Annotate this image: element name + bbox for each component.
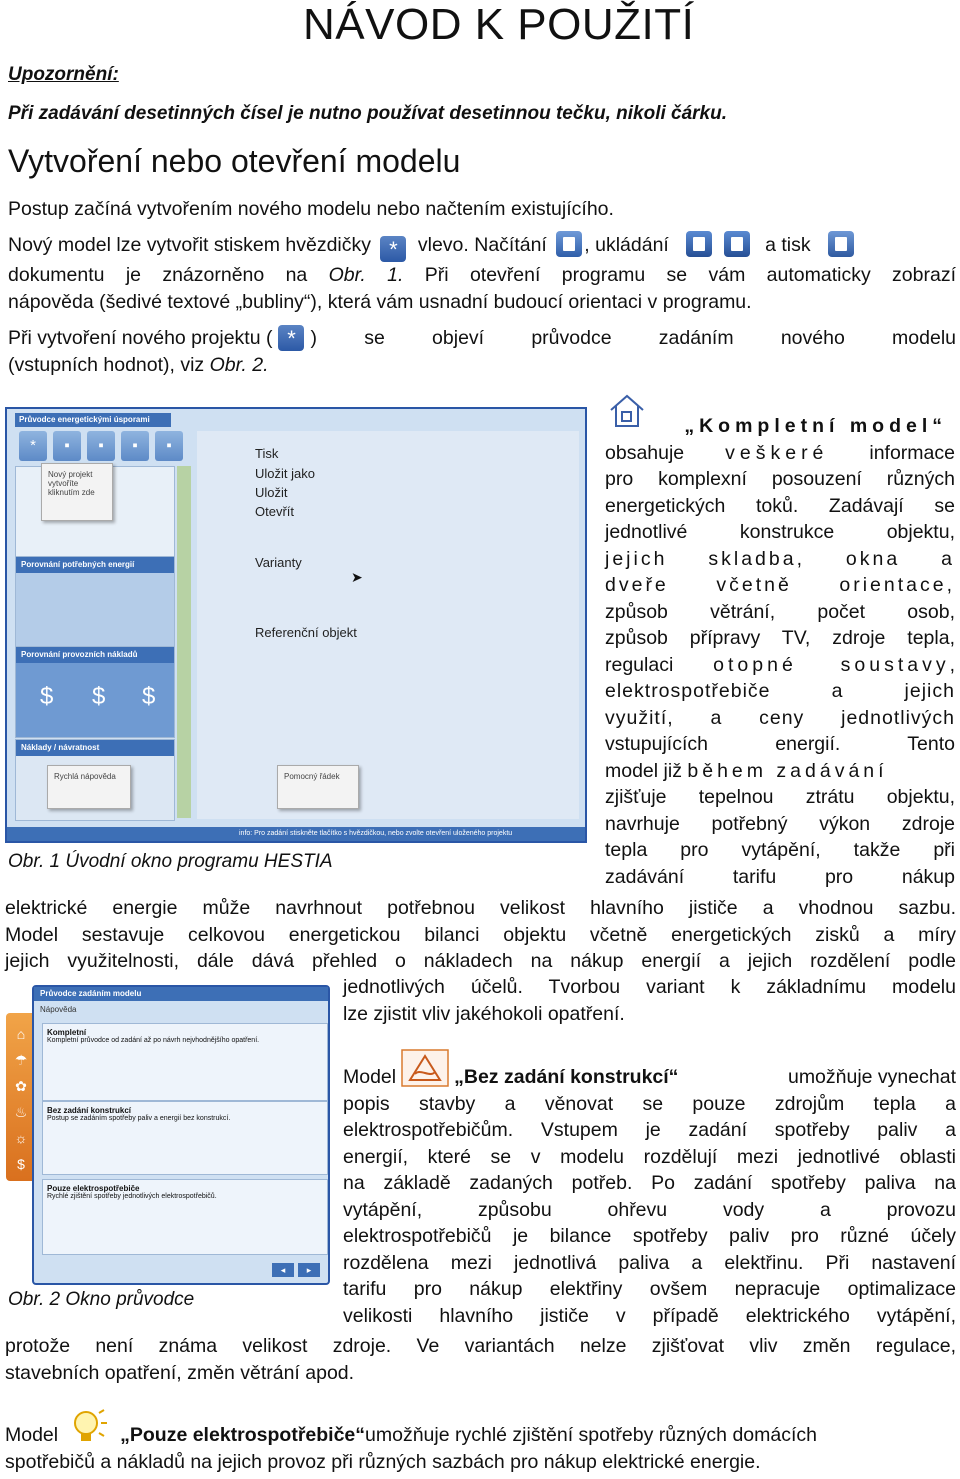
- complete-full-line: jejich využitelnosti, dále dává přehled o nákladech na nákup energií a jejich rozdělení podle: [5, 950, 956, 972]
- fig2-ref: Obr. 2.: [209, 353, 269, 376]
- back-button[interactable]: ◂: [272, 1263, 294, 1277]
- print-icon[interactable]: ▪: [155, 431, 183, 461]
- no-constructions-line: na základě zadaných potřeb. Po zadání spotřeby paliva na: [343, 1172, 956, 1194]
- no-constructions-full-line: protože není známa velikost zdroje. Ve variantách nelze zjišťovat vliv změn regulace,: [5, 1335, 956, 1357]
- p2-text-d: a tisk: [765, 234, 811, 256]
- p2-text-b: vlevo. Načítání: [417, 234, 547, 256]
- no-constructions-text: [343, 1064, 956, 1329]
- dollar-icon: $: [40, 683, 54, 710]
- wizard-title: Průvodce zadáním modelu: [34, 987, 328, 1001]
- wizard-step-icons: ⌂ ☂ ✿ ♨ ☼ $: [14, 1026, 28, 1172]
- complete-line: otopné soustavy: [713, 653, 950, 676]
- section-heading: Vytvoření nebo otevření modelu: [8, 143, 461, 179]
- no-constructions-line: elektrospotřebičům. Vstupem je zadání spotřeby paliv a: [343, 1119, 956, 1141]
- no-constructions-line: energií, které se v modelu rozdělují mezi jednotlivé oblasti: [343, 1145, 956, 1168]
- no-constructions-line: popis stavby a věnovat se pouze zdrojům tepla a: [343, 1092, 956, 1115]
- warning-label: Upozornění:: [8, 64, 119, 85]
- help-bubble-quick: Rychlá nápověda: [47, 765, 131, 809]
- intro-paragraph: Postup začíná vytvořením nového modelu nebo načtením existujícího.: [8, 198, 614, 220]
- complete-model-heading: „Kompletní model“: [684, 415, 947, 437]
- complete-model-continued: [5, 895, 956, 975]
- help-bubble-row: Pomocný řádek: [277, 765, 359, 809]
- p3-text-a: Při vytvoření nového projektu (: [8, 327, 273, 349]
- complete-line: způsob přípravy TV, zdroje tepla,: [605, 627, 955, 649]
- dollar-icon: $: [142, 683, 156, 710]
- print-icon: [828, 231, 854, 257]
- save-as-icon: [724, 231, 750, 257]
- p3-text-c1: (vstupních hodnot), viz: [8, 353, 210, 376]
- wizard-window: [32, 985, 330, 1285]
- appliances-line: spotřebičů a nákladů na jejich provoz při různých sazbách pro nákup elektrické energie.: [5, 1450, 761, 1473]
- main-area: [197, 431, 579, 819]
- no-constructions-line: Model: [343, 1066, 397, 1088]
- no-constructions-line: velikosti hlavního jističe v případě elektrického vytápění,: [343, 1304, 956, 1327]
- complete-line: během zadávání: [687, 759, 888, 782]
- p2-text-e2: Při otevření programu se vám automaticky zobrazí: [403, 264, 956, 286]
- complete-line: zadávání tarifu pro nákup: [605, 865, 955, 888]
- p2-text-c: , ukládání: [584, 234, 669, 256]
- costs-panel: [15, 646, 175, 738]
- fig1-screenshot: [5, 407, 587, 843]
- option-complete[interactable]: [42, 1023, 328, 1101]
- appliances-model-word: Model: [5, 1424, 59, 1446]
- option-appliances-text: Rychlé zjištění spotřeby jednotlivých elektrospotřebičů.: [47, 1193, 217, 1200]
- star-icon[interactable]: *: [19, 431, 47, 461]
- complete-line: způsob větrání, počet osob,: [605, 600, 955, 623]
- complete-line: obsahuje: [605, 441, 726, 464]
- no-constructions-line: elektrospotřebičů je bilance spotřeby paliv pro různé účely: [343, 1225, 956, 1247]
- complete-line: [605, 440, 955, 467]
- option-appliances[interactable]: [42, 1179, 328, 1255]
- option-complete-title: Kompletní: [47, 1028, 87, 1037]
- star-icon: *: [278, 325, 304, 351]
- menu-print[interactable]: Tisk: [255, 446, 279, 461]
- wizard-subtitle: Nápověda: [40, 1005, 77, 1014]
- appliances-line: umožňuje rychlé zjištění spotřeby různých domácích: [365, 1424, 817, 1446]
- complete-line: veškeré: [725, 441, 829, 464]
- save-icon[interactable]: ▪: [87, 431, 115, 461]
- help-bubble-new-project: Nový projekt vytvoříte kliknutím zde: [41, 463, 113, 521]
- no-constructions-continued: [5, 1333, 956, 1386]
- p2-text-e1: dokumentu je znázorněno na: [8, 264, 329, 286]
- complete-line: zjišťuje tepelnou ztrátu objektu,: [605, 786, 955, 808]
- appliances-title: „Pouze elektrospotřebiče“: [120, 1424, 366, 1446]
- complete-line: ,: [949, 653, 955, 676]
- warning-text: Při zadávání desetinných čísel je nutno používat desetinnou tečku, nikoli čárku.: [8, 103, 728, 124]
- cursor-icon: ➤: [351, 569, 363, 585]
- complete-line: vstupujících energií. Tento: [605, 733, 955, 755]
- no-constructions-line: vytápění, způsobu ohřevu vody a provozu: [343, 1198, 956, 1221]
- option-appliances-title: Pouze elektrospotřebiče: [47, 1184, 140, 1193]
- complete-line: tepla pro vytápění, takže při: [605, 839, 955, 861]
- complete-line: jednotlivé konstrukce objektu,: [605, 521, 955, 543]
- fig2-screenshot: [6, 985, 326, 1281]
- complete-line: model již: [605, 759, 688, 782]
- menu-variants[interactable]: Varianty: [255, 555, 302, 570]
- complete-full-line: Model sestavuje celkovou energetickou bilanci objektu včetně energetických zisků a míry: [5, 923, 956, 946]
- complete-line: dveře včetně orientace,: [605, 574, 955, 596]
- p2-text-f: nápověda (šedivé textové „bubliny“), která vám usnadní budoucí orientaci v programu.: [8, 290, 752, 313]
- option-no-constructions-title: Bez zadání konstrukcí: [47, 1106, 132, 1115]
- dollar-icon: $: [92, 683, 106, 710]
- lightbulb-icon: [66, 1407, 110, 1447]
- complete-tail-line: lze zjistit vliv jakéhokoli opatření.: [343, 1002, 625, 1025]
- no-constructions-line: tarifu pro nákup elektřiny ovšem nepracuje optimalizace: [343, 1278, 956, 1300]
- complete-model-text: [605, 413, 955, 890]
- complete-tail-line: jednotlivých účelů. Tvorbou variant k základnímu modelu: [343, 976, 956, 998]
- p2-text-a: Nový model lze vytvořit stiskem hvězdičky: [8, 234, 372, 256]
- no-constructions-line: [343, 1064, 956, 1091]
- option-no-constructions-text: Postup se zadáním spotřeby paliv a energií bez konstrukcí.: [47, 1115, 231, 1122]
- save-icon: [686, 231, 712, 257]
- wizard-paragraph: [8, 325, 956, 378]
- no-constructions-title: „Bez zadání konstrukcí“: [454, 1066, 679, 1088]
- complete-line: energetických toků. Zadávají se: [605, 494, 955, 517]
- option-no-constructions[interactable]: [42, 1101, 328, 1175]
- complete-line: [605, 758, 955, 785]
- complete-line: elektrospotřebiče a jejich: [605, 680, 955, 702]
- no-constructions-line: rozdělena mezi jednotlivá paliva a elektřinu. Při nastavení: [343, 1251, 956, 1274]
- appliances-text: [5, 1422, 956, 1475]
- fig1-caption: Obr. 1 Úvodní okno programu HESTIA: [8, 851, 333, 872]
- complete-line: navrhuje potřebný výkon zdroje: [605, 812, 955, 835]
- complete-line: informace: [828, 441, 955, 464]
- page-title: NÁVOD K POUŽITÍ: [303, 0, 695, 49]
- energy-panel: [15, 556, 175, 650]
- complete-line: jejich skladba, okna a: [605, 547, 955, 570]
- icons-paragraph: [8, 231, 956, 315]
- open-icon[interactable]: ▪: [53, 431, 81, 461]
- open-icon: [556, 231, 582, 257]
- menu-open[interactable]: Otevřít: [255, 504, 295, 519]
- no-constructions-icon: [400, 1048, 450, 1088]
- no-constructions-line: umožňuje vynechat: [787, 1066, 956, 1088]
- fig1-ref: Obr. 1.: [328, 264, 404, 286]
- side-strip: [177, 466, 191, 818]
- complete-full-line: elektrické energie může navrhnout potřebnou velikost hlavního jističe a vhodnou sazbu.: [5, 897, 956, 919]
- option-complete-text: Kompletní průvodce od zadání až po návrh nejvhodnějšího opatření.: [47, 1037, 260, 1044]
- fig1-window-title: Průvodce energetickými úsporami: [15, 413, 171, 427]
- save-as-icon[interactable]: ▪: [121, 431, 149, 461]
- costs-panel-title: Porovnání provozních nákladů: [16, 647, 174, 663]
- appliances-line: [5, 1422, 956, 1449]
- complete-line: [605, 652, 955, 679]
- next-button[interactable]: ▸: [298, 1263, 320, 1277]
- fig2-caption: Obr. 2 Okno průvodce: [8, 1289, 195, 1310]
- complete-line: regulaci: [605, 653, 714, 676]
- energy-panel-title: Porovnání potřebných energií: [16, 557, 174, 573]
- status-bar: info: Pro zadání stiskněte tlačítko s hvězdičkou, nebo zvolte otevření uloženého projektu: [7, 827, 585, 841]
- menu-save-as[interactable]: Uložit jako: [255, 466, 315, 481]
- p3-text-b: ) se objeví průvodce zadáním nového modelu: [310, 327, 956, 349]
- no-constructions-full-line: stavebních opatření, změn větrání apod.: [5, 1361, 355, 1384]
- menu-save[interactable]: Uložit: [255, 485, 288, 500]
- return-panel-title: Náklady / návratnost: [16, 740, 174, 756]
- complete-line: využití, a ceny jednotlivých: [605, 706, 955, 729]
- complete-model-tail: [343, 974, 956, 1027]
- menu-reference[interactable]: Referenční objekt: [255, 625, 357, 640]
- star-icon: *: [380, 236, 406, 262]
- complete-line: pro komplexní posouzení různých: [605, 468, 955, 490]
